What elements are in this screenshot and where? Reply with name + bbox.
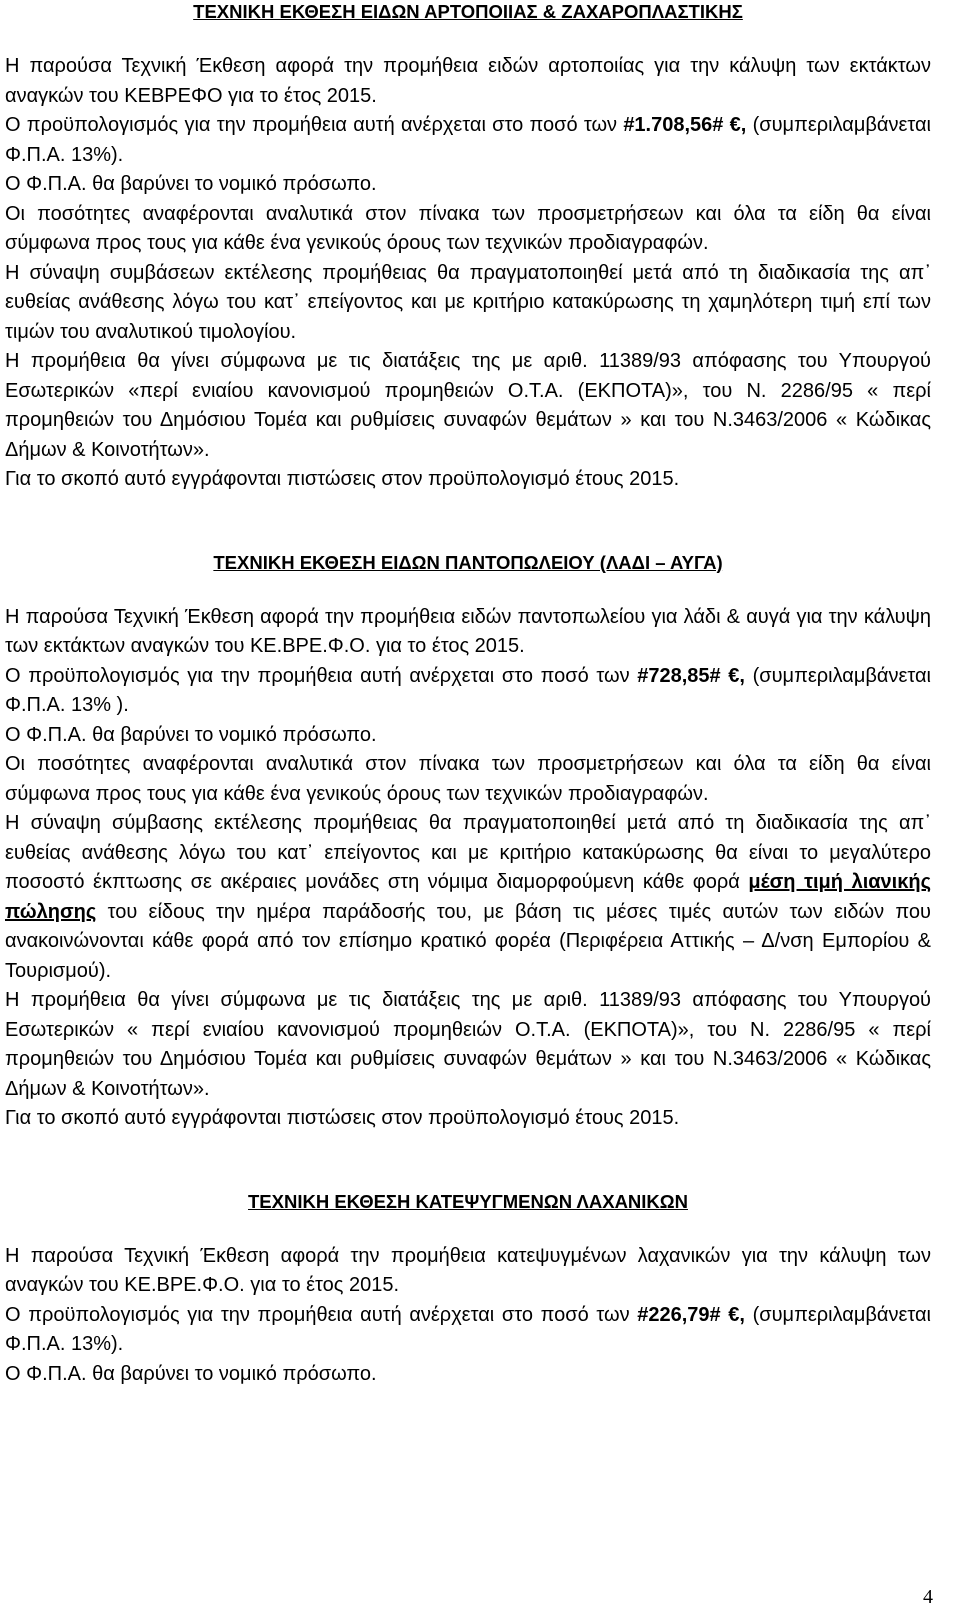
- paragraph-credits: Για το σκοπό αυτό εγγράφονται πιστώσεις στον προϋπολογισμό έτους 2015.: [5, 468, 680, 490]
- contract-text: Η σύναψη σύμβασης εκτέλεσης προμήθειας θα πραγματοποιηθεί μετά από τη διαδικασία της απ᾽ ευθείας ανάθεσης λόγω του κατ᾽ επείγοντος και με κριτήριο κατακύρωσης θα είναι το μεγαλύτερο ποσοστό έκπτωσης σε ακέραιες μονάδες στη νόμιμα διαμορφούμενη κάθε φορά: [5, 812, 931, 893]
- paragraph-scope: Η παρούσα Τεχνική Έκθεση αφορά την προμήθεια κατεψυγμένων λαχανικών για την κάλυψη των αναγκών του ΚΕ.ΒΡΕ.Φ.Ο. για το έτος 2015.: [5, 1244, 931, 1296]
- section-bakery: [5, 0, 931, 495]
- contract-emphasis: μέση τιμή λιανικής πώλησης: [5, 871, 931, 923]
- section-heading: ΤΕΧΝΙΚΗ ΕΚΘΕΣΗ ΚΑΤΕΨΥΓΜΕΝΩΝ ΛΑΧΑΝΙΚΩΝ: [248, 1190, 688, 1212]
- paragraph-legal-basis: Η προμήθεια θα γίνει σύμφωνα με τις διατάξεις της με αριθ. 11389/93 απόφασης του Υπουργού Εσωτερικών «περί ενιαίου κανονισμού προμηθειών Ο.Τ.Α. (ΕΚΠΟΤΑ)», του Ν. 2286/95 « περί προμηθειών του Δημόσιου Τομέα και ρυθμίσεις συναφών θεμάτων » και του Ν.3463/2006 « Κώδικας Δήμων & Κοινοτήτων».: [5, 350, 931, 461]
- paragraph-vat: Ο Φ.Π.Α. θα βαρύνει το νομικό πρόσωπο.: [5, 173, 377, 195]
- paragraph-budget: [5, 111, 931, 170]
- budget-vat-note: (συμπεριλαμβάνεται Φ.Π.Α. 13% ).: [5, 664, 931, 716]
- paragraph-budget: [5, 1301, 931, 1360]
- budget-text: Ο προϋπολογισμός για την προμήθεια αυτή ανέρχεται στο ποσό των: [5, 664, 638, 687]
- paragraph-contract: [5, 809, 931, 986]
- paragraph-scope: Η παρούσα Τεχνική Έκθεση αφορά την προμήθεια ειδών αρτοποιίας για την κάλυψη των εκτάκτων αναγκών του ΚΕΒΡΕΦΟ για το έτος 2015.: [5, 55, 931, 107]
- section-frozen-vegetables: [5, 1190, 931, 1390]
- paragraph-legal-basis: Η προμήθεια θα γίνει σύμφωνα με τις διατάξεις της με αριθ. 11389/93 απόφασης του Υπουργού Εσωτερικών « περί ενιαίου κανονισμού προμηθειών Ο.Τ.Α. (ΕΚΠΟΤΑ)», του Ν. 2286/95 « περί προμηθειών του Δημόσιου Τομέα και ρυθμίσεις συναφών θεμάτων » και του Ν.3463/2006 « Κώδικας Δήμων & Κοινοτήτων».: [5, 989, 931, 1100]
- paragraph-credits: Για το σκοπό αυτό εγγράφονται πιστώσεις στον προϋπολογισμό έτους 2015.: [5, 1107, 680, 1129]
- paragraph-contract: Η σύναψη συμβάσεων εκτέλεσης προμήθειας θα πραγματοποιηθεί μετά από τη διαδικασία της απ᾽ ευθείας ανάθεσης λόγω του κατ᾽ επείγοντος και με κριτήριο κατακύρωσης τη χαμηλότερη τιμή επί των τιμών του αναλυτικού τιμολογίου.: [5, 261, 931, 343]
- paragraph-scope: Η παρούσα Τεχνική Έκθεση αφορά την προμήθεια ειδών παντοπωλείου για λάδι & αυγά για την κάλυψη των εκτάκτων αναγκών του ΚΕ.ΒΡΕ.Φ.Ο. για το έτος 2015.: [5, 605, 931, 657]
- budget-amount: #728,85# €,: [637, 664, 745, 687]
- section-heading: ΤΕΧΝΙΚΗ ΕΚΘΕΣΗ ΕΙΔΩΝ ΠΑΝΤΟΠΩΛΕΙΟΥ (ΛΑΔΙ – ΑΥΓΑ): [213, 551, 723, 573]
- paragraph-vat: Ο Φ.Π.Α. θα βαρύνει το νομικό πρόσωπο.: [5, 723, 377, 746]
- budget-amount: #226,79# €,: [637, 1303, 745, 1326]
- section-heading: ΤΕΧΝΙΚΗ ΕΚΘΕΣΗ ΕΙΔΩΝ ΑΡΤΟΠΟΙΙΑΣ & ΖΑΧΑΡΟΠΛΑΣΤΙΚΗΣ: [193, 1, 743, 22]
- budget-text: Ο προϋπολογισμός για την προμήθεια αυτή ανέρχεται στο ποσό των: [5, 1303, 638, 1326]
- section-grocery: [5, 551, 931, 1134]
- contract-text-continued: του είδους την ημέρα παράδοσής του, με βάση τις μέσες τιμές αυτών των ειδών που ανακοινώνονται κάθε φορά από τον επίσημο κρατικό φορέα (Περιφέρεια Αττικής – Δ/νση Εμπορίου & Τουρισμού).: [5, 900, 931, 982]
- budget-vat-note: (συμπεριλαμβάνεται Φ.Π.Α. 13%).: [5, 1303, 931, 1355]
- budget-amount: #1.708,56# €,: [623, 114, 747, 136]
- paragraph-quantities: Οι ποσότητες αναφέρονται αναλυτικά στον πίνακα των προσμετρήσεων και όλα τα είδη θα είναι σύμφωνα προς τους για κάθε ένα γενικούς όρους των τεχνικών προδιαγραφών.: [5, 753, 931, 805]
- page-number: 4: [923, 1586, 933, 1608]
- budget-text: Ο προϋπολογισμός για την προμήθεια αυτή ανέρχεται στο ποσό των: [5, 114, 624, 136]
- paragraph-vat: Ο Φ.Π.Α. θα βαρύνει το νομικό πρόσωπο.: [5, 1362, 377, 1385]
- paragraph-budget: [5, 662, 931, 721]
- paragraph-quantities: Οι ποσότητες αναφέρονται αναλυτικά στον πίνακα των προσμετρήσεων και όλα τα είδη θα είναι σύμφωνα προς τους για κάθε ένα γενικούς όρους των τεχνικών προδιαγραφών.: [5, 202, 931, 254]
- document-page: [5, 0, 931, 1389]
- budget-vat-note: (συμπεριλαμβάνεται Φ.Π.Α. 13%).: [5, 114, 931, 166]
